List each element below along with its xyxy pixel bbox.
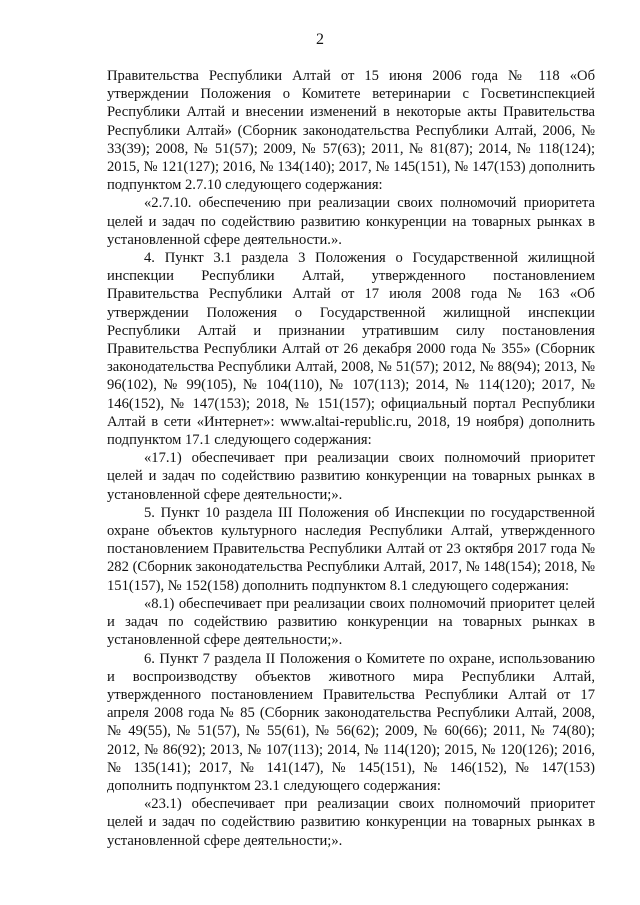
quote-paragraph-8-1: «8.1) обеспечивает при реализации своих полномочий приоритет целей и задач по содействию развитию конкуренции на товарных рынках в установленной сфере деятельности;». [107,595,595,649]
quote-paragraph-23-1: «23.1) обеспечивает при реализации своих полномочий приоритет целей и задач по содействию развитию конкуренции на товарных рынках в установленной сфере деятельности;». [107,796,595,849]
paragraph-item-5: 5. Пункт 10 раздела III Положения об Инспекции по государственной охране объектов культурного наследия Республики Алтай, утвержденного постановлением Правительства Республики Алтай от 23 октября 2017 года № 282 (Сборник законодательства Республики Алтай, 2017, № 148(154); 2018, № 151(157), № 152(158) дополнить подпунктом 8.1 следующего содержания: [107,504,595,594]
paragraph-continuation: Правительства Республики Алтай от 15 июня 2006 года № 118 «Об утверждении Положения о Комитете ветеринарии с Госветинспекцией Республики Алтай и внесении изменений в некоторые акты Правительства Республики Алтай» (Сборник законодательства Республики Алтай, 2006, № 33(39); 2008, № 51(57); 2009, № 57(63); 2011, № 81(87); 2014, № 118(124); 2015, № 121(127); 2016, № 134(140); 2017, № 145(151), № 147(153) дополнить подпунктом 2.7.10 следующего содержания: [107,68,595,194]
quote-paragraph-17-1: «17.1) обеспечивает при реализации своих полномочий приоритет целей и задач по содействию развитию конкуренции на товарных рынках в установленной сфере деятельности;». [107,450,595,503]
page-number: 2 [316,31,324,48]
paragraph-item-4: 4. Пункт 3.1 раздела 3 Положения о Государственной жилищной инспекции Республики Алтай, утвержденного постановлением Правительства Республики Алтай от 17 июля 2008 года № 163 «Об утверждении Положения о Государственной жилищной инспекции Республики Алтай и признании утратившим силу постановления Правительства Республики Алтай от 26 декабря 2000 года № 355» (Сборник законодательства Республики Алтай, 2008, № 51(57); 2012, № 88(94); 2013, № 96(102), № 99(105), № 104(110), № 107(113); 2014, № 114(120); 2017, № 146(152), № 147(153); 2018, № 151(157); официальный портал Республики Алтай в сети «Интернет»: www.altai-republic.ru, 2018, 19 ноября) дополнить подпунктом 17.1 следующего содержания: [107,250,595,449]
paragraph-item-6: 6. Пункт 7 раздела II Положения о Комитете по охране, использованию и воспроизводству объектов животного мира Республики Алтай, утвержденного постановлением Правительства Республики Алтай от 17 апреля 2008 года № 85 (Сборник законодательства Республики Алтай, 2008, № 49(55), № 51(57), № 55(61), № 56(62); 2009, № 60(66); 2011, № 74(80); 2012, № 86(92); 2013, № 107(113); 2014, № 114(120); 2015, № 120(126); 2016, № 135(141); 2017, № 141(147), № 145(151), № 146(152), № 147(153) дополнить подпунктом 23.1 следующего содержания: [107,650,595,794]
quote-paragraph-2-7-10: «2.7.10. обеспечению при реализации своих полномочий приоритета целей и задач по содействию развитию конкуренции на товарных рынках в установленной сфере деятельности.». [107,195,595,248]
document-body [107,67,595,850]
